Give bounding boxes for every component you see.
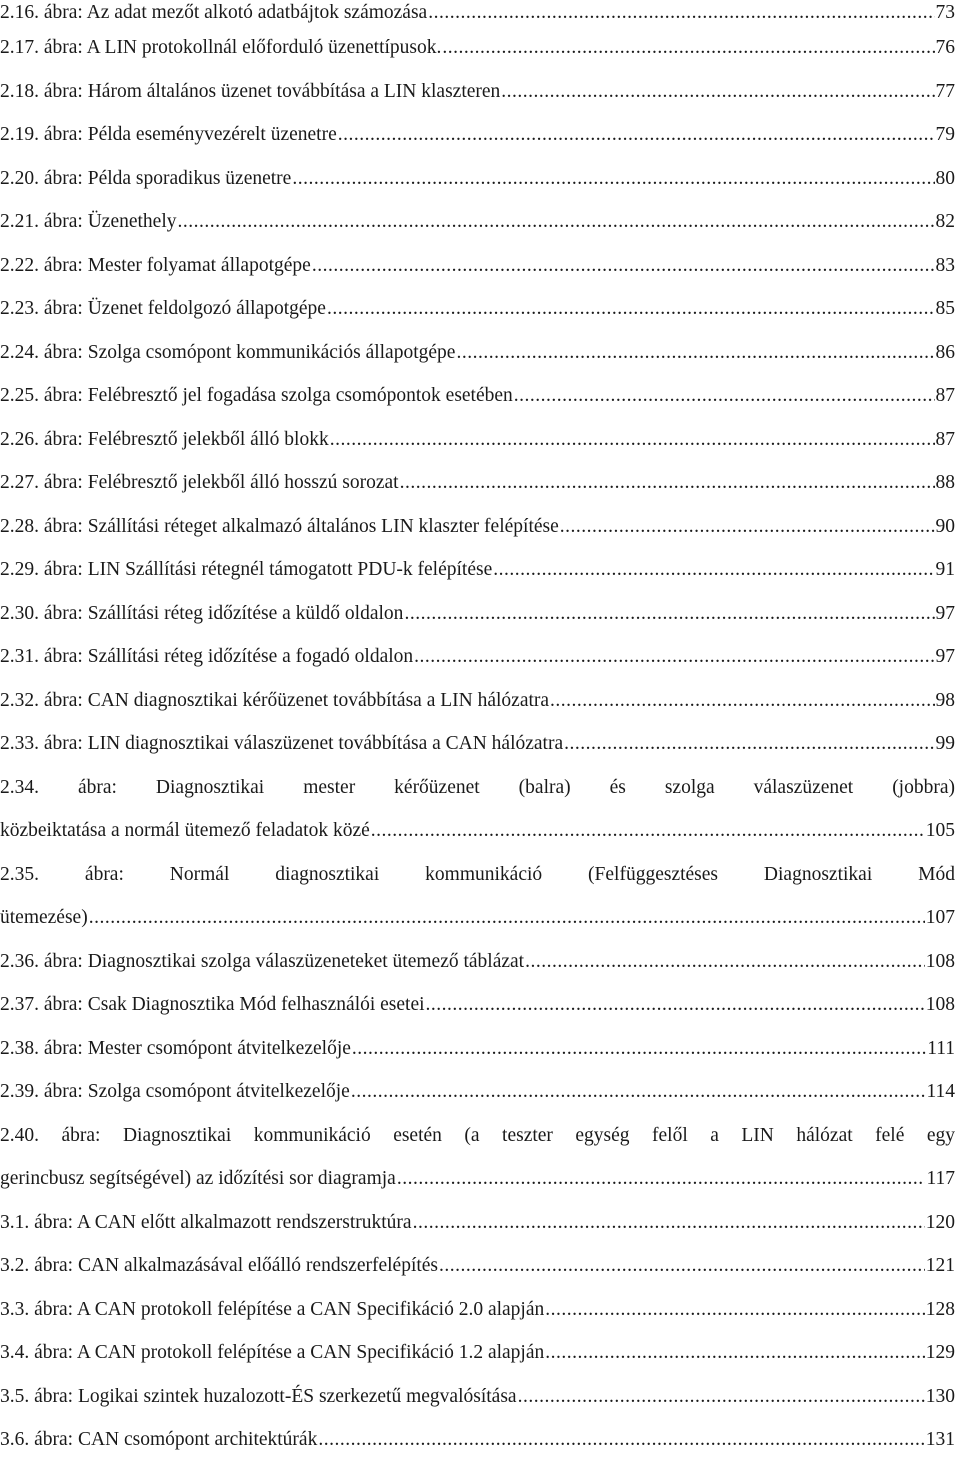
figure-caption: 2.23. ábra: Üzenet feldolgozó állapotgépe (0, 298, 326, 319)
toc-entry[interactable] (0, 1375, 955, 1419)
toc-entry-line (0, 113, 955, 157)
toc-entry[interactable] (0, 461, 955, 505)
dot-leader (525, 940, 925, 984)
figure-caption: 2.16. ábra: Az adat mezőt alkotó adatbájtok számozása (0, 2, 428, 23)
page-number: 105 (925, 820, 955, 841)
dot-leader (327, 287, 935, 331)
page-number: 97 (935, 602, 955, 624)
page-number: 114 (926, 1081, 955, 1102)
page-number: 108 (925, 950, 955, 972)
dot-leader (545, 1331, 925, 1375)
toc-entry[interactable] (0, 244, 955, 288)
dot-leader (400, 461, 935, 505)
dot-leader (550, 679, 934, 723)
dot-leader (397, 1157, 926, 1201)
figure-caption: közbeiktatása a normál ütemező feladatok közé (0, 820, 370, 841)
toc-entry-line (0, 635, 955, 679)
figure-caption: 2.27. ábra: Felébresztő jelekből álló hosszú sorozat (0, 472, 399, 493)
page-number: 80 (935, 167, 955, 189)
toc-entry[interactable] (0, 1288, 955, 1332)
page-number: 77 (935, 80, 955, 102)
figure-caption: 2.38. ábra: Mester csomópont átvitelkezelője (0, 1037, 351, 1059)
dot-leader (413, 1201, 925, 1245)
toc-entry[interactable] (0, 766, 955, 853)
toc-entry[interactable] (0, 1070, 955, 1114)
toc-entry-line (0, 1157, 955, 1201)
toc-entry[interactable] (0, 1114, 955, 1201)
toc-entry[interactable] (0, 113, 955, 157)
dot-leader (338, 113, 935, 157)
toc-entry-line (0, 70, 955, 114)
toc-entry[interactable] (0, 0, 955, 26)
figure-caption: 2.18. ábra: Három általános üzenet továbbítása a LIN klaszteren (0, 80, 501, 102)
toc-entry-line (0, 157, 955, 201)
toc-entry[interactable] (0, 1331, 955, 1375)
page-number: 85 (935, 298, 955, 319)
toc-entry[interactable] (0, 505, 955, 549)
toc-entry[interactable] (0, 722, 955, 766)
figure-caption: 2.30. ábra: Szállítási réteg időzítése a küldő oldalon (0, 602, 404, 624)
page-number: 82 (935, 211, 955, 232)
toc-entry[interactable] (0, 592, 955, 636)
dot-leader (312, 244, 935, 288)
figure-caption: 2.36. ábra: Diagnosztikai szolga válaszüzeneteket ütemező táblázat (0, 950, 525, 972)
toc-entry-line (0, 200, 955, 244)
figure-caption: 3.4. ábra: A CAN protokoll felépítése a CAN Specifikáció 1.2 alapján (0, 1342, 545, 1363)
page-number: 108 (925, 994, 955, 1015)
dot-leader (371, 809, 925, 853)
figure-caption: 2.29. ábra: LIN Szállítási rétegnél támogatott PDU-k felépítése (0, 559, 493, 580)
toc-entry[interactable] (0, 679, 955, 723)
figure-caption: 2.32. ábra: CAN diagnosztikai kérőüzenet továbbítása a LIN hálózatra (0, 689, 550, 711)
toc-entry-first-line: 2.40. ábra: Diagnosztikai kommunikáció esetén (a teszter egység felől a LIN hálózat felé egy (0, 1124, 955, 1146)
toc-entry[interactable] (0, 70, 955, 114)
toc-entry-line (0, 26, 955, 70)
dot-leader (351, 1070, 926, 1114)
figure-caption: 2.22. ábra: Mester folyamat állapotgépe (0, 254, 311, 276)
figure-caption: 3.1. ábra: A CAN előtt alkalmazott rendszerstruktúra (0, 1211, 412, 1233)
figure-caption: 2.20. ábra: Példa sporadikus üzenetre (0, 167, 292, 189)
toc-entry[interactable] (0, 1418, 955, 1462)
toc-entry[interactable] (0, 418, 955, 462)
dot-leader (439, 1244, 925, 1288)
page-number: 120 (925, 1211, 955, 1233)
dot-leader (501, 70, 934, 114)
page-number: 98 (935, 689, 955, 711)
toc-entry-line (0, 287, 955, 331)
page-number: 130 (925, 1385, 955, 1407)
toc-entry-line (0, 1375, 955, 1419)
page-number: 90 (935, 515, 955, 537)
dot-leader (428, 0, 934, 26)
dot-leader (456, 331, 934, 375)
figure-caption: 2.24. ábra: Szolga csomópont kommunikációs állapotgépe (0, 341, 456, 363)
toc-entry[interactable] (0, 287, 955, 331)
toc-entry-line (0, 0, 955, 26)
page-number: 107 (925, 907, 955, 928)
dot-leader (178, 200, 935, 244)
figure-caption: 2.26. ábra: Felébresztő jelekből álló blokk (0, 428, 329, 450)
dot-leader (414, 635, 934, 679)
toc-entry[interactable] (0, 548, 955, 592)
toc-entry-line (0, 374, 955, 418)
dot-leader (292, 157, 934, 201)
figure-caption: 3.2. ábra: CAN alkalmazásával előálló rendszerfelépítés (0, 1255, 439, 1276)
toc-entry-line (0, 592, 955, 636)
dot-leader (404, 592, 934, 636)
toc-entry[interactable] (0, 26, 955, 70)
figure-caption: 2.17. ábra: A LIN protokollnál előforduló üzenettípusok. (0, 37, 442, 58)
figure-caption: 2.28. ábra: Szállítási réteget alkalmazó általános LIN klaszter felépítése (0, 515, 559, 537)
figure-caption: gerincbusz segítségével) az időzítési sor diagramja (0, 1168, 396, 1189)
figure-caption: 2.31. ábra: Szállítási réteg időzítése a fogadó oldalon (0, 646, 414, 667)
toc-entry-line (0, 1288, 955, 1332)
toc-entry-first-line: 2.35. ábra: Normál diagnosztikai kommunikáció (Felfüggesztéses Diagnosztikai Mód (0, 863, 955, 885)
toc-entry-line (0, 1331, 955, 1375)
toc-entry-line (0, 809, 955, 853)
page-number: 111 (927, 1037, 955, 1059)
figure-caption: 2.21. ábra: Üzenethely (0, 211, 177, 232)
dot-leader (426, 983, 925, 1027)
dot-leader (560, 505, 935, 549)
toc-entry-line (0, 896, 955, 940)
figure-caption: 3.6. ábra: CAN csomópont architektúrák (0, 1429, 318, 1450)
toc-entry-line (0, 331, 955, 375)
page-number: 97 (935, 646, 955, 667)
toc-entry-line (0, 1244, 955, 1288)
dot-leader (545, 1288, 925, 1332)
toc-entry[interactable] (0, 1027, 955, 1071)
figure-caption: 3.3. ábra: A CAN protokoll felépítése a CAN Specifikáció 2.0 alapján (0, 1298, 545, 1320)
toc-entry[interactable] (0, 635, 955, 679)
dot-leader (330, 418, 935, 462)
page-number: 128 (925, 1298, 955, 1320)
toc-entry[interactable] (0, 853, 955, 940)
toc-entry-line (0, 461, 955, 505)
page-number: 99 (935, 733, 955, 754)
toc-entry-line (0, 548, 955, 592)
figure-caption: 2.25. ábra: Felébresztő jel fogadása szolga csomópontok esetében (0, 385, 513, 406)
toc-entry-line (0, 418, 955, 462)
toc-entry[interactable] (0, 983, 955, 1027)
figure-caption: 2.19. ábra: Példa eseményvezérelt üzenetre (0, 124, 337, 145)
page-number: 79 (935, 124, 955, 145)
page-number: 86 (935, 341, 955, 363)
figure-caption: ütemezése) (0, 907, 88, 928)
toc-entry[interactable] (0, 157, 955, 201)
page-number: 76 (935, 37, 955, 58)
toc-entry-line (0, 940, 955, 984)
page-number: 87 (935, 385, 955, 406)
toc-entry[interactable] (0, 374, 955, 418)
page-number: 87 (935, 428, 955, 450)
figure-caption: 2.39. ábra: Szolga csomópont átvitelkezelője (0, 1081, 350, 1102)
page-number: 117 (926, 1168, 955, 1189)
toc-entry-line (0, 1027, 955, 1071)
figure-caption: 2.37. ábra: Csak Diagnosztika Mód felhasználói esetei (0, 994, 425, 1015)
dot-leader (318, 1418, 924, 1462)
page-number: 83 (935, 254, 955, 276)
toc-entry-line (0, 722, 955, 766)
dot-leader (493, 548, 934, 592)
dot-leader (89, 896, 925, 940)
toc-entry[interactable] (0, 940, 955, 984)
toc-entry-line (0, 1201, 955, 1245)
page-number: 73 (935, 2, 955, 23)
dot-leader (352, 1027, 926, 1071)
toc-entry-first-line: 2.34. ábra: Diagnosztikai mester kérőüzenet (balra) és szolga válaszüzenet (jobbra) (0, 776, 955, 798)
figure-caption: 3.5. ábra: Logikai szintek huzalozott-ÉS szerkezetű megvalósítása (0, 1385, 517, 1407)
toc-entry-line (0, 505, 955, 549)
page-number: 91 (935, 559, 955, 580)
dot-leader (442, 26, 934, 70)
toc-entry[interactable] (0, 1201, 955, 1245)
toc-entry[interactable] (0, 200, 955, 244)
dot-leader (564, 722, 934, 766)
toc-entry-line (0, 679, 955, 723)
dot-leader (514, 374, 935, 418)
toc-entry[interactable] (0, 331, 955, 375)
page-number: 129 (925, 1342, 955, 1363)
page-number: 88 (935, 472, 955, 493)
toc-entry-line (0, 1070, 955, 1114)
toc-entry[interactable] (0, 1244, 955, 1288)
figure-caption: 2.33. ábra: LIN diagnosztikai válaszüzenet továbbítása a CAN hálózatra (0, 733, 564, 754)
page-number: 121 (925, 1255, 955, 1276)
toc-entry-line (0, 244, 955, 288)
page-number: 131 (925, 1429, 955, 1450)
dot-leader (518, 1375, 925, 1419)
toc-entry-line (0, 983, 955, 1027)
toc-entry-line (0, 1418, 955, 1462)
